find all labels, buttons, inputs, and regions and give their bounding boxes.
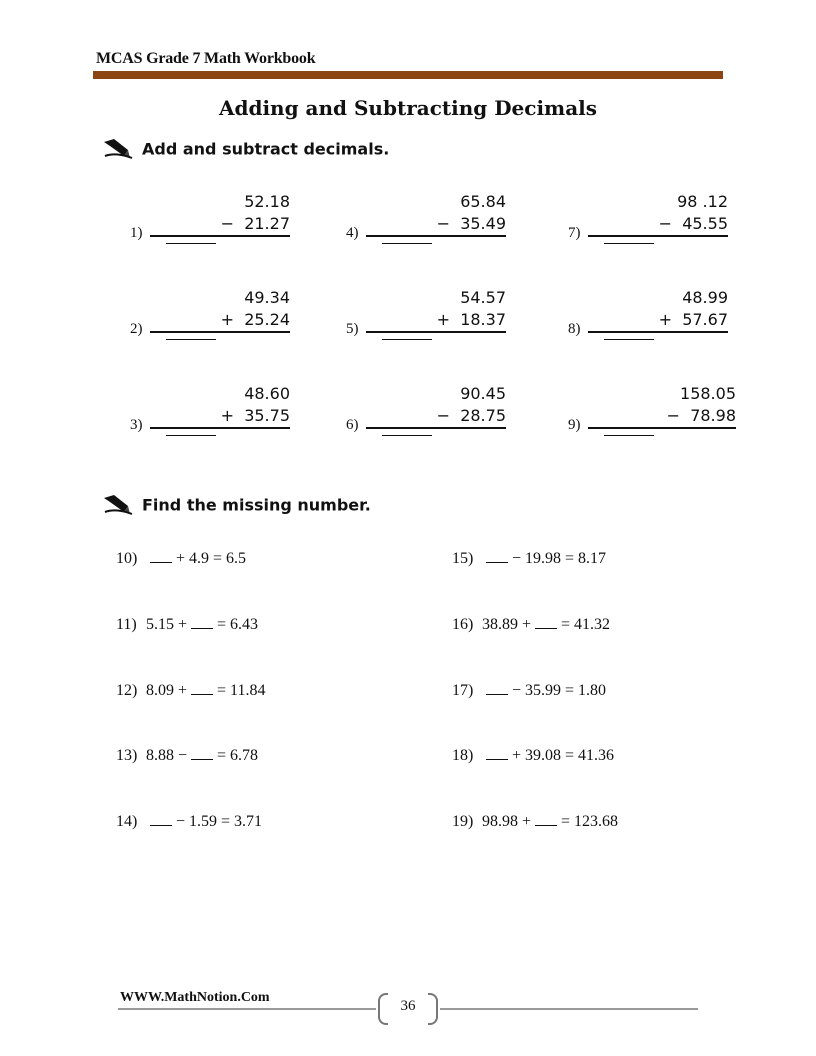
instruction-label: Find the missing number. (142, 495, 371, 515)
problem-number: 5) (346, 321, 359, 337)
answer-blank[interactable] (604, 243, 654, 244)
answer-blank[interactable] (535, 811, 557, 826)
problem-top-operand: 48.60 (244, 384, 290, 403)
problem-suffix: = 11.84 (217, 682, 266, 699)
problem-suffix: + 39.08 = 41.36 (512, 747, 615, 764)
problem-4 (346, 192, 506, 272)
problem-prefix: 98.98 + (482, 813, 532, 830)
answer-blank[interactable] (382, 339, 432, 340)
missing-problem-19 (452, 811, 618, 831)
problem-2 (130, 288, 290, 368)
problem-number: 10) (116, 550, 138, 567)
problem-number: 11) (116, 616, 137, 633)
problem-number: 18) (452, 747, 474, 764)
problem-7 (568, 192, 728, 272)
problem-bottom-operand: + 57.67 (658, 310, 728, 329)
problem-top-operand: 65.84 (460, 192, 506, 211)
problem-5 (346, 288, 506, 368)
problem-bottom-operand: + 35.75 (220, 406, 290, 425)
problem-suffix: = 6.78 (217, 747, 259, 764)
problem-number: 8) (568, 321, 581, 337)
problem-number: 1) (130, 225, 143, 241)
problem-number: 4) (346, 225, 359, 241)
sum-rule (366, 427, 506, 429)
problem-top-operand: 90.45 (460, 384, 506, 403)
answer-blank[interactable] (604, 435, 654, 436)
problem-top-operand: 49.34 (244, 288, 290, 307)
problem-number: 6) (346, 417, 359, 433)
problem-number: 19) (452, 813, 474, 830)
problem-bottom-operand: − 78.98 (666, 406, 736, 425)
missing-problem-10 (116, 548, 246, 568)
missing-problem-17 (452, 680, 606, 700)
problem-number: 16) (452, 616, 474, 633)
page-number: 36 (400, 998, 416, 1014)
missing-problem-18 (452, 745, 614, 765)
book-title: MCAS Grade 7 Math Workbook (96, 50, 316, 67)
answer-blank[interactable] (191, 680, 213, 695)
problem-bottom-operand: − 45.55 (658, 214, 728, 233)
problem-top-operand: 48.99 (682, 288, 728, 307)
problem-bottom-operand: − 21.27 (220, 214, 290, 233)
problem-number: 17) (452, 682, 474, 699)
page-number-box (378, 993, 438, 1021)
answer-blank[interactable] (535, 614, 557, 629)
answer-blank[interactable] (486, 548, 508, 563)
problem-bottom-operand: + 18.37 (436, 310, 506, 329)
problem-number: 3) (130, 417, 143, 433)
missing-problem-13 (116, 745, 258, 765)
problem-prefix: 5.15 + (146, 616, 188, 633)
missing-problem-16 (452, 614, 610, 634)
answer-blank[interactable] (191, 745, 213, 760)
problem-6 (346, 384, 506, 464)
problem-top-operand: 158.05 (680, 384, 736, 403)
problem-number: 15) (452, 550, 474, 567)
sum-rule (150, 427, 290, 429)
answer-blank[interactable] (604, 339, 654, 340)
answer-blank[interactable] (486, 680, 508, 695)
sum-rule (588, 427, 736, 429)
problem-number: 7) (568, 225, 581, 241)
problem-suffix: = 123.68 (561, 813, 619, 830)
instruction-missing-number (102, 494, 371, 516)
answer-blank[interactable] (166, 435, 216, 436)
answer-blank[interactable] (486, 745, 508, 760)
problem-prefix: 8.88 − (146, 747, 188, 764)
pencil-icon (102, 494, 134, 516)
problem-9 (568, 384, 736, 464)
answer-blank[interactable] (150, 548, 172, 563)
sum-rule (588, 235, 728, 237)
problem-top-operand: 98 .12 (677, 192, 728, 211)
answer-blank[interactable] (382, 243, 432, 244)
problem-bottom-operand: − 35.49 (436, 214, 506, 233)
sum-rule (366, 235, 506, 237)
sum-rule (366, 331, 506, 333)
sum-rule (150, 331, 290, 333)
problem-prefix: 8.09 + (146, 682, 188, 699)
problem-number: 13) (116, 747, 138, 764)
problem-number: 2) (130, 321, 143, 337)
sum-rule (588, 331, 728, 333)
answer-blank[interactable] (191, 614, 213, 629)
problem-suffix: + 4.9 = 6.5 (176, 550, 247, 567)
problem-top-operand: 52.18 (244, 192, 290, 211)
problem-number: 9) (568, 417, 581, 433)
problem-suffix: − 19.98 = 8.17 (512, 550, 607, 567)
problem-suffix: = 6.43 (217, 616, 259, 633)
instruction-add-subtract (102, 138, 389, 160)
page-title: Adding and Subtracting Decimals (218, 96, 598, 120)
problem-number: 12) (116, 682, 138, 699)
header-rule (93, 71, 723, 79)
answer-blank[interactable] (150, 811, 172, 826)
right-brace-icon (428, 993, 438, 1025)
missing-problem-14 (116, 811, 262, 831)
footer-rule-right (440, 1008, 698, 1010)
missing-problem-12 (116, 680, 265, 700)
missing-problem-15 (452, 548, 606, 568)
problem-suffix: − 35.99 = 1.80 (512, 682, 607, 699)
problem-suffix: − 1.59 = 3.71 (176, 813, 263, 830)
problem-number: 14) (116, 813, 138, 830)
answer-blank[interactable] (166, 243, 216, 244)
problem-3 (130, 384, 290, 464)
missing-problem-11 (116, 614, 258, 634)
footer-rule-left (118, 1008, 376, 1010)
pencil-icon (102, 138, 134, 160)
answer-blank[interactable] (382, 435, 432, 436)
footer-website: WWW.MathNotion.Com (120, 990, 270, 1005)
answer-blank[interactable] (166, 339, 216, 340)
problem-8 (568, 288, 728, 368)
problem-bottom-operand: + 25.24 (220, 310, 290, 329)
problem-top-operand: 54.57 (460, 288, 506, 307)
instruction-label: Add and subtract decimals. (142, 139, 390, 159)
sum-rule (150, 235, 290, 237)
problem-1 (130, 192, 290, 272)
problem-suffix: = 41.32 (561, 616, 611, 633)
problem-prefix: 38.89 + (482, 616, 532, 633)
problem-bottom-operand: − 28.75 (436, 406, 506, 425)
